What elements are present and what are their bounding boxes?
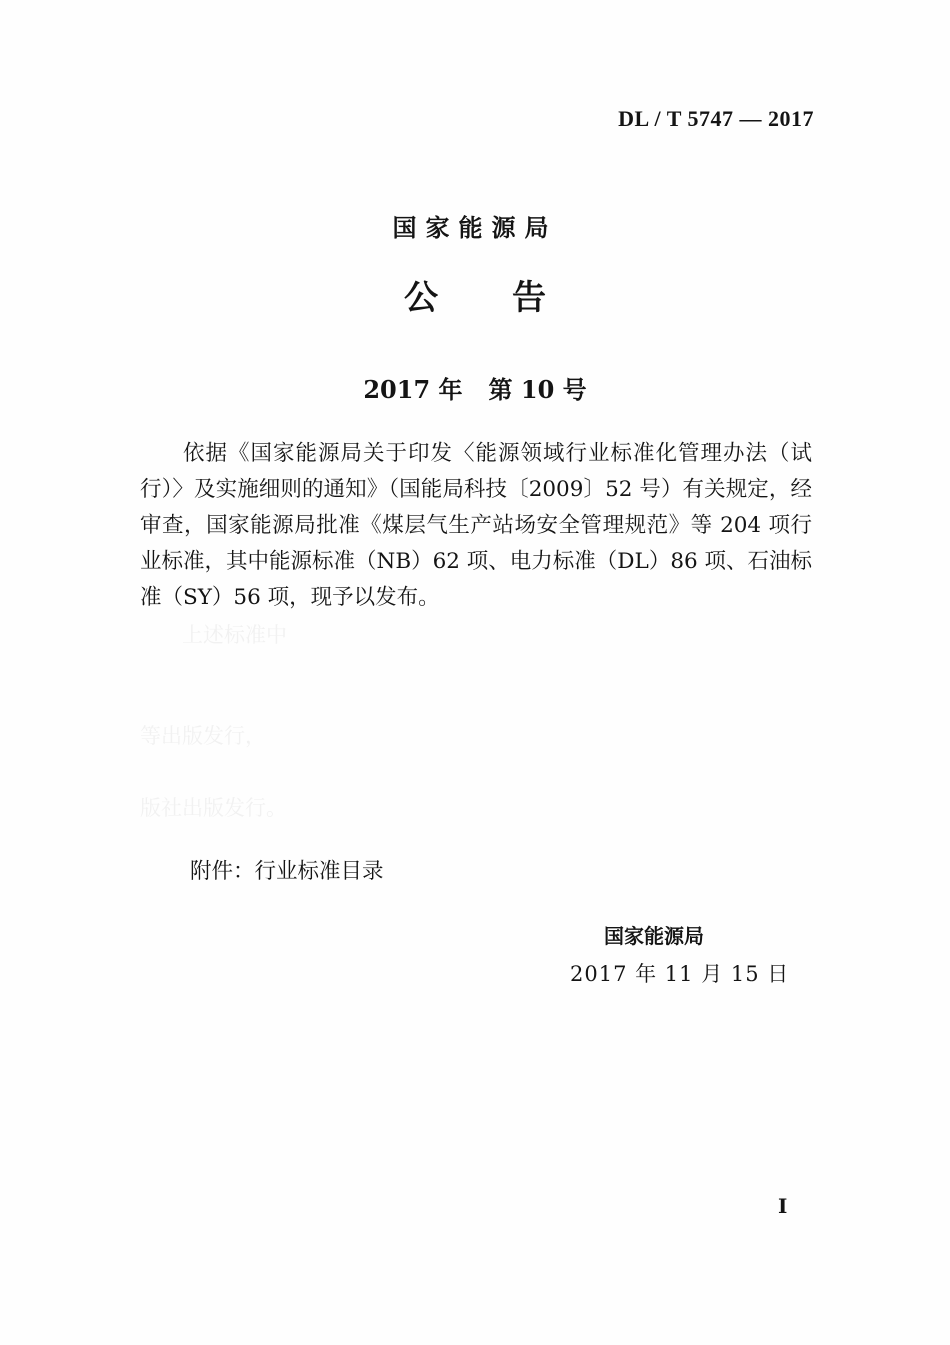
body-paragraph: 依据《国家能源局关于印发〈能源领域行业标准化管理办法（试行）〉及实施细则的通知》（国能局科技〔2009〕52 号）有关规定，经审查，国家能源局批准《煤层气生产站场安全管理规范》等 204 项行业标准，其中能源标准（NB）62 项、电力标准（DL）86 项、石油标准（SY）56 项，现予以发布。 [140,441,813,610]
page-number: I [778,1194,788,1218]
signature-date: 2017 年 11 月 15 日 [570,962,790,986]
announcement-year: 2017 年 [363,375,463,404]
faded-text-line: 等出版发行， [140,724,266,748]
signer-name: 国家能源局 [604,924,704,948]
standard-code: DL / T 5747 — 2017 [618,106,814,131]
announcement-number [0,370,950,405]
faded-text-line: 上述标准中 [182,623,287,647]
issuer-heading: 国家能源局 [392,214,558,242]
announcement-title: 公告 [404,278,620,318]
attachment-label: 附件：行业标准目录 [190,859,384,884]
faded-text-line: 版社出版发行。 [140,796,287,820]
announcement-issue-number: 第 10 号 [488,375,587,404]
